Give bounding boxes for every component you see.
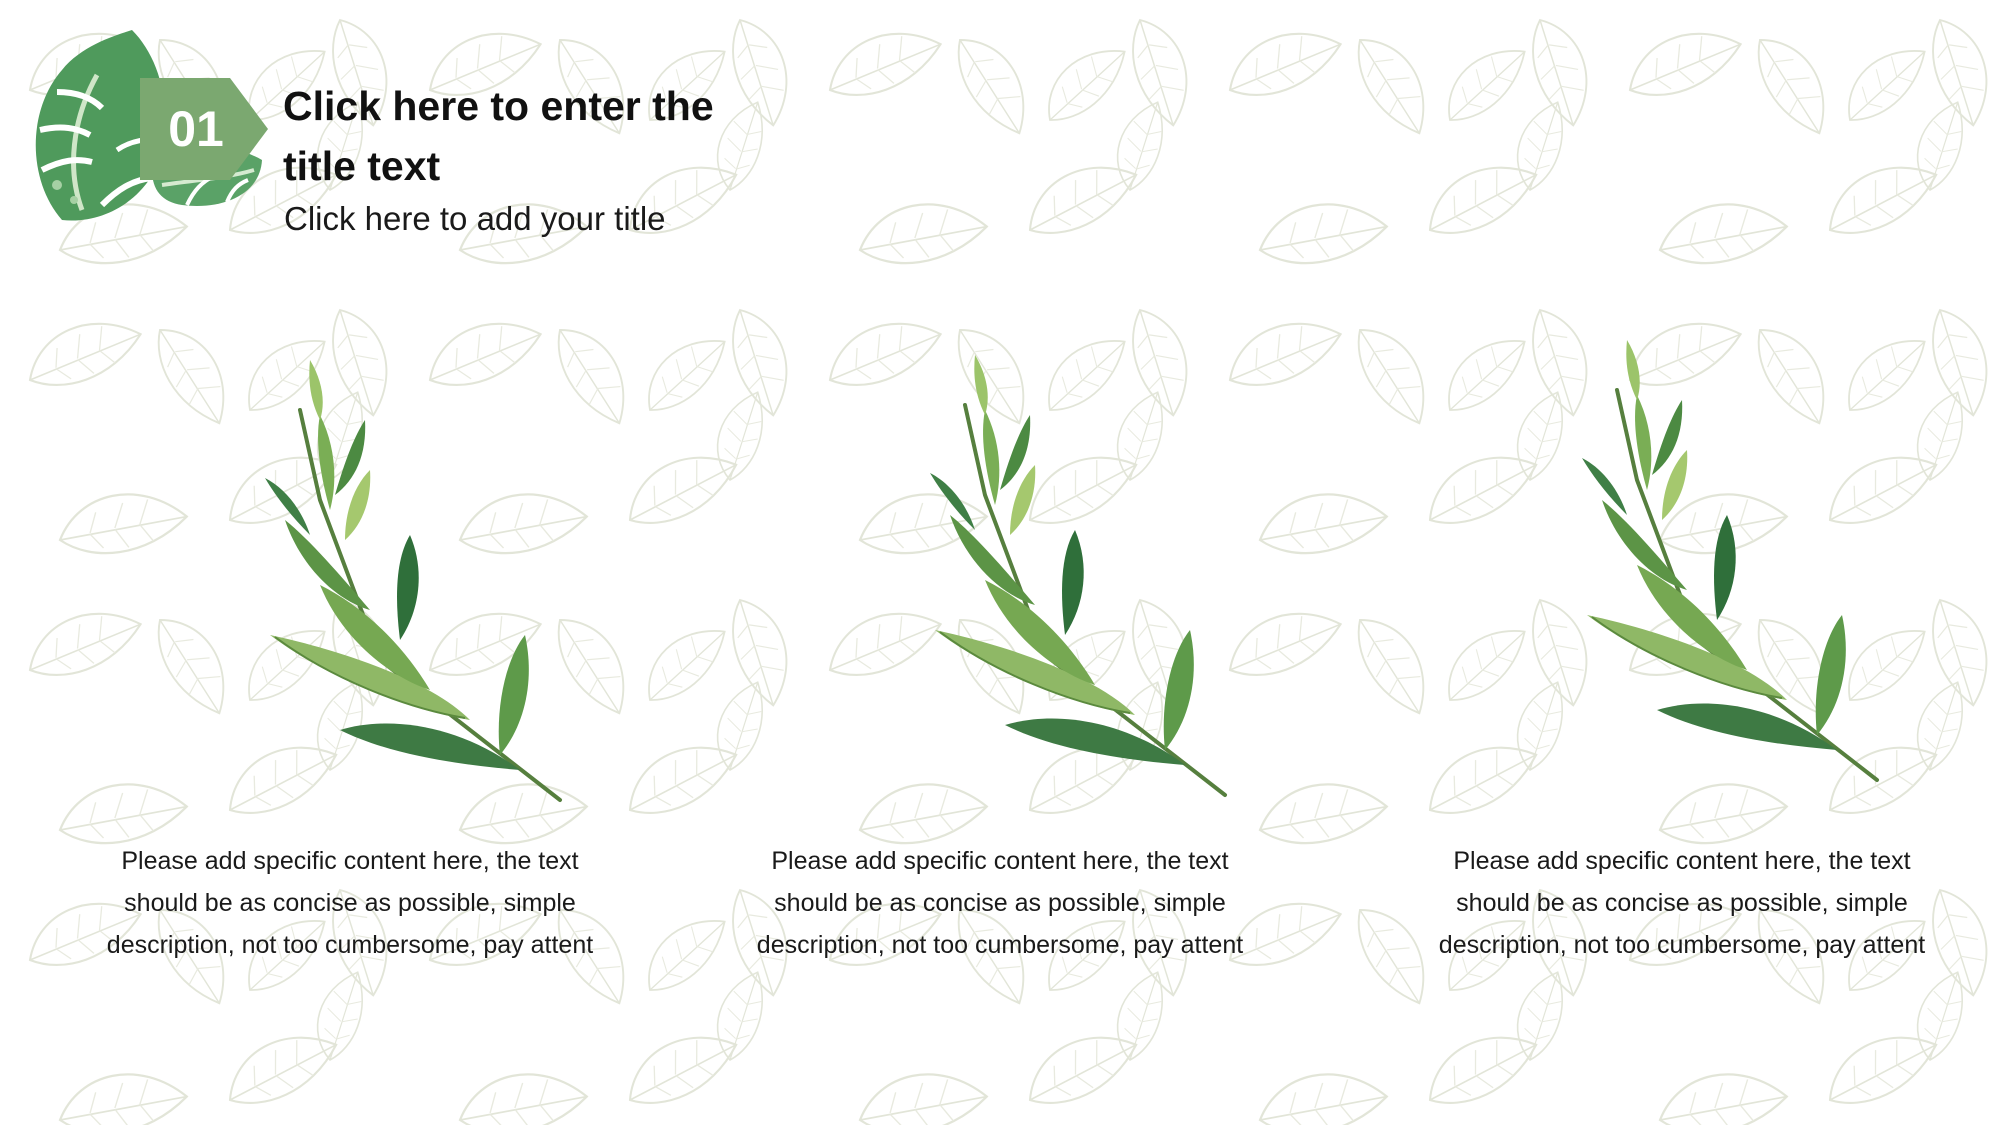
olive-branch-icon — [30, 340, 670, 810]
card-description-line: should be as concise as possible, simple — [1456, 889, 1908, 917]
card-description-line: Please add specific content here, the text — [771, 847, 1229, 875]
card-description-line: Please add specific content here, the text — [1453, 847, 1911, 875]
section-number: 01 — [168, 101, 224, 157]
slide-title-line-2[interactable]: title text — [283, 143, 441, 189]
content-card-2 — [680, 340, 1320, 980]
card-description[interactable] — [30, 840, 670, 966]
card-description-line: description, not too cumbersome, pay attent — [1438, 931, 1926, 959]
card-description[interactable] — [680, 840, 1320, 966]
card-description-line: should be as concise as possible, simple — [124, 889, 576, 917]
content-card-1 — [30, 340, 670, 980]
card-description-line: description, not too cumbersome, pay attent — [756, 931, 1244, 959]
section-number-badge — [140, 78, 270, 180]
slide-header — [0, 0, 1000, 260]
card-description-line: should be as concise as possible, simple — [774, 889, 1226, 917]
olive-branch-icon — [1362, 340, 2000, 810]
card-description-line: description, not too cumbersome, pay attent — [106, 931, 594, 959]
card-description-line: Please add specific content here, the text — [121, 847, 579, 875]
content-card-3 — [1362, 340, 2000, 980]
card-description[interactable] — [1362, 840, 2000, 966]
slide-subtitle[interactable]: Click here to add your title — [284, 200, 666, 237]
slide-title-line-1[interactable]: Click here to enter the — [283, 83, 714, 129]
olive-branch-icon — [680, 340, 1320, 810]
